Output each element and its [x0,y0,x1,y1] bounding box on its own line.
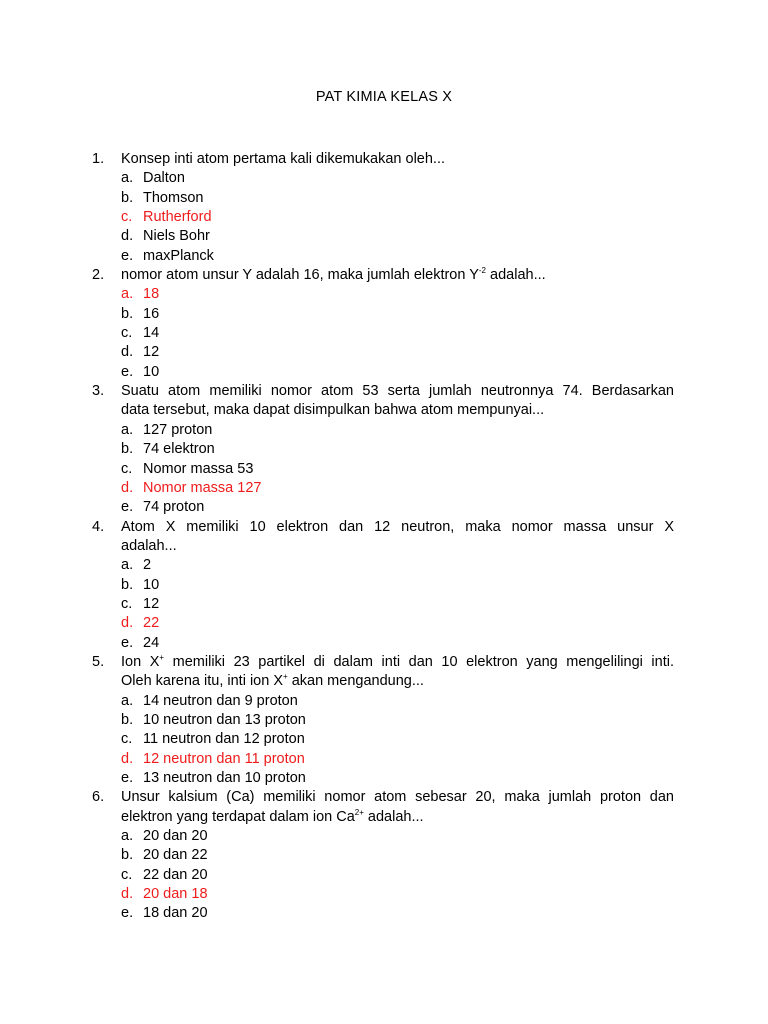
option-letter: d. [121,886,134,903]
option-text: Niels Bohr [143,228,210,245]
answer-option-correct [92,208,674,227]
answer-option [92,189,674,208]
option-text: 24 [143,634,160,651]
answer-option [92,769,674,788]
question-item [92,382,674,517]
answer-option [92,343,674,362]
question-list [92,150,674,924]
option-letter: c. [121,460,133,477]
option-letter: e. [121,363,134,380]
question-text-line [92,653,674,672]
option-letter: a. [121,286,134,303]
question-text-segment: memiliki 23 partikel di dalam inti dan 10 elektron yang mengelilingi inti. [164,653,674,670]
option-letter: e. [121,247,134,264]
answer-option [92,247,674,266]
option-letter: b. [121,189,134,206]
option-text: maxPlanck [143,247,214,264]
superscript-charge: 2+ [354,807,364,817]
answer-option [92,866,674,885]
option-text: 10 neutron dan 13 proton [143,711,306,728]
question-text [121,537,674,556]
option-text: 10 [143,363,160,380]
question-text [121,653,674,672]
option-letter: e. [121,634,134,651]
option-letter: b. [121,711,134,728]
option-text: 20 dan 22 [143,847,208,864]
question-text-line [92,672,674,691]
question-item [92,150,674,266]
question-text-segment: nomor atom unsur Y adalah 16, maka jumlah elektron Y [121,267,479,284]
answer-option [92,595,674,614]
answer-option [92,692,674,711]
question-text-segment: Ion X [121,653,160,670]
answer-option [92,324,674,343]
option-letter: b. [121,576,134,593]
option-text: 16 [143,305,160,322]
question-number: 2. [92,267,105,284]
answer-option [92,827,674,846]
question-number: 5. [92,653,105,670]
question-text-segment: data tersebut, maka dapat disimpulkan bahwa atom mempunyai... [121,402,545,419]
option-letter: d. [121,344,134,361]
question-item [92,518,674,653]
superscript-charge: + [283,672,288,682]
option-letter: b. [121,305,134,322]
option-text: 20 dan 18 [143,886,208,903]
answer-option [92,711,674,730]
option-letter: a. [121,421,134,438]
option-letter: b. [121,441,134,458]
question-number: 6. [92,789,105,806]
answer-option [92,904,674,923]
option-text: 2 [143,557,152,574]
question-text-line [92,788,674,807]
question-text-segment: elektron yang terdapat dalam ion Ca [121,808,355,825]
option-letter: e. [121,770,134,786]
answer-option-correct [92,479,674,498]
question-text-line [92,537,674,556]
answer-option-correct [92,285,674,304]
option-text: 10 [143,576,160,593]
question-text-segment: Atom X memiliki 10 elektron dan 12 neutron, maka nomor massa unsur X [121,518,674,535]
question-text-segment: Unsur kalsium (Ca) memiliki nomor atom sebesar 20, maka jumlah proton dan [121,789,674,806]
option-letter: a. [121,170,134,187]
question-text-line [92,518,674,537]
question-text-segment: Konsep inti atom pertama kali dikemukakan oleh... [121,151,446,167]
question-text [121,788,674,807]
option-text: 14 [143,325,160,342]
question-text [121,382,674,401]
answer-option [92,460,674,479]
option-text: 13 neutron dan 10 proton [143,770,306,786]
question-text [121,401,674,420]
question-text [121,266,674,285]
question-text-line [92,401,674,420]
option-letter: d. [121,750,134,767]
option-letter: e. [121,905,134,922]
answer-option [92,363,674,382]
question-text-line [92,266,674,285]
option-text: Dalton [143,170,185,187]
question-text [121,518,674,537]
option-text: 20 dan 20 [143,828,208,845]
question-text [121,150,674,169]
page-title: PAT KIMIA KELAS X [315,89,453,105]
question-text-segment: adalah... [486,267,546,284]
question-item [92,788,674,923]
option-text: 22 [143,615,160,632]
answer-option [92,227,674,246]
option-text: 18 [143,286,160,303]
option-letter: d. [121,615,134,632]
option-text: 12 neutron dan 11 proton [143,750,305,767]
answer-option [92,421,674,440]
option-letter: d. [121,479,134,496]
option-text: Rutherford [143,209,212,226]
option-letter: c. [121,209,133,226]
answer-option-correct [92,885,674,904]
answer-option [92,440,674,459]
question-number: 1. [92,151,105,167]
question-number: 4. [92,518,105,535]
option-letter: a. [121,692,134,709]
answer-option [92,730,674,749]
question-text-segment: Oleh karena itu, inti ion X [121,673,284,690]
question-text-line [92,150,674,169]
answer-option [92,556,674,575]
option-letter: d. [121,228,134,245]
answer-option [92,576,674,595]
answer-option [92,634,674,653]
question-text-line [92,382,674,401]
answer-option [92,169,674,188]
option-letter: c. [121,731,133,748]
superscript-charge: -2 [478,266,487,276]
question-item [92,266,674,382]
option-text: 18 dan 20 [143,905,208,922]
superscript-charge: + [159,652,165,662]
option-text: 11 neutron dan 12 proton [143,731,305,748]
option-letter: a. [121,828,134,845]
option-text: 14 neutron dan 9 proton [143,692,298,709]
option-letter: e. [121,499,134,516]
option-letter: c. [121,325,133,342]
option-letter: c. [121,866,133,883]
answer-option [92,305,674,324]
option-letter: b. [121,847,134,864]
answer-option [92,498,674,517]
option-text: 74 proton [143,499,205,516]
question-text-line [92,808,674,827]
option-text: 12 [143,344,160,361]
option-text: Thomson [143,189,204,206]
answer-option-correct [92,614,674,633]
option-text: Nomor massa 53 [143,460,254,477]
option-text: 127 proton [143,421,213,438]
option-text: 12 [143,595,160,612]
question-text-segment: adalah... [121,537,177,554]
question-text-segment: Suatu atom memiliki nomor atom 53 serta jumlah neutronnya 74. Berdasarkan [121,383,674,400]
question-number: 3. [92,383,105,400]
question-item [92,653,674,788]
question-text-segment: adalah... [363,808,424,825]
option-letter: a. [121,557,134,574]
option-text: Nomor massa 127 [143,479,262,496]
question-text [121,808,674,827]
question-text [121,672,674,691]
question-text-segment: akan mengandung... [287,673,424,690]
answer-option [92,846,674,865]
option-text: 74 elektron [143,441,215,458]
answer-option-correct [92,750,674,769]
option-letter: c. [121,595,133,612]
option-text: 22 dan 20 [143,866,208,883]
